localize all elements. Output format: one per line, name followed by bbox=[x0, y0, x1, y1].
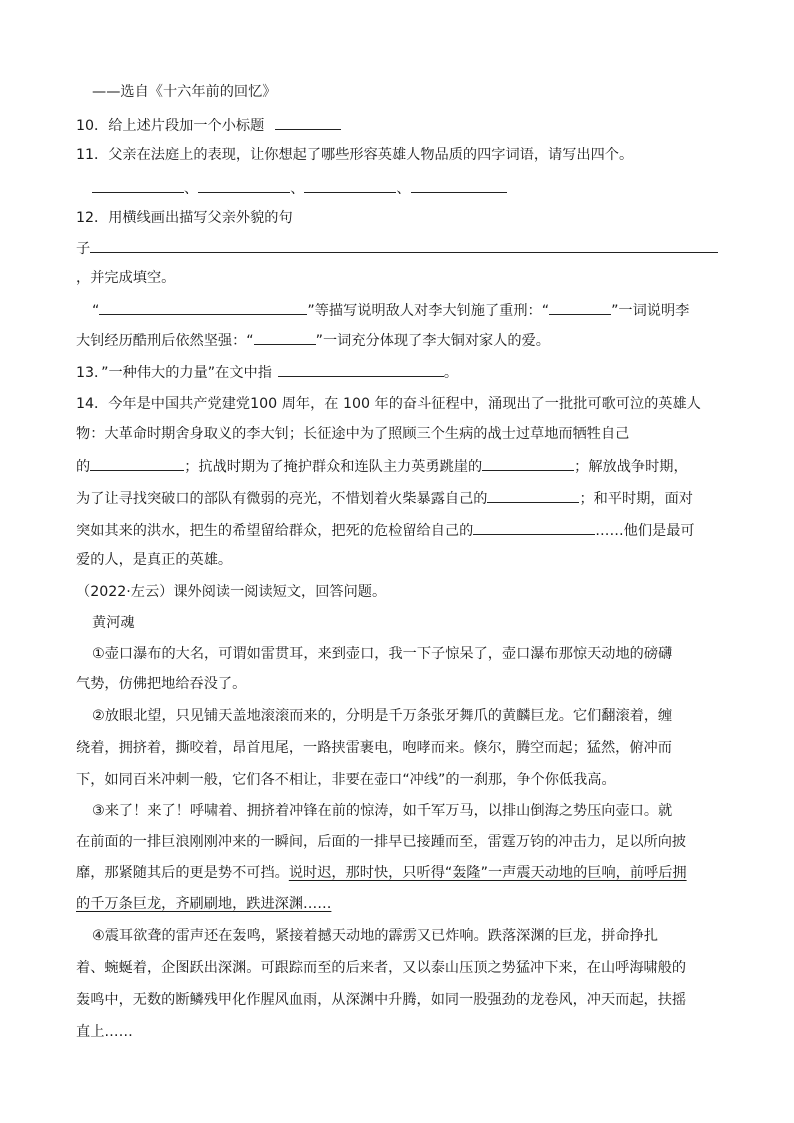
question-13 bbox=[76, 362, 458, 383]
question-11: 11．父亲在法庭上的表现，让你想起了哪些形容英雄人物品质的四字词语，请写出四个。 bbox=[76, 147, 634, 163]
answer-blank[interactable] bbox=[411, 178, 507, 193]
section-intro: （2022·左云）课外阅读一阅读短文，回答问题。 bbox=[76, 584, 387, 600]
underlined-sentence: 说时迟，那时快，只听得“轰隆”一声震天动地的巨响，前呼后拥 bbox=[288, 865, 687, 881]
answer-blank[interactable] bbox=[473, 520, 595, 535]
paragraph-4-line2: 着、蜿蜒着，企图跃出深渊。可跟踪而至的后来者，又以泰山压顶之势猛冲下来，在山呼海啸般的 bbox=[76, 960, 687, 976]
question-14-line6: 爱的人，是真正的英雄。 bbox=[76, 552, 233, 568]
paragraph-3-line1: ③来了！来了！呼啸着、拥挤着冲锋在前的惊涛，如千军万马，以排山倒海之势压向壶口。就 bbox=[92, 803, 673, 819]
paragraph-4-line3: 轰鸣中，无数的断鳞残甲化作腥风血雨，从深渊中升腾，如同一股强劲的龙卷风，冲天而起，扶摇 bbox=[76, 992, 687, 1008]
paragraph-3-line4 bbox=[76, 894, 331, 914]
question-14-line2: 物：大革命时期舍身取义的李大钊；长征途中为了照顾三个生病的战士过草地而牺牲自己 bbox=[76, 426, 630, 442]
question-14-line3 bbox=[76, 456, 688, 477]
paragraph-2-line1: ②放眼北望，只见铺天盖地滚滚而来的，分明是千万条张牙舞爪的黄麟巨龙。它们翻滚着，缠 bbox=[92, 708, 673, 724]
question-13-text: 。 bbox=[443, 365, 459, 381]
answer-blank[interactable] bbox=[549, 300, 611, 315]
answer-blank[interactable] bbox=[99, 300, 307, 315]
answer-blank[interactable] bbox=[487, 488, 579, 503]
answer-blank[interactable] bbox=[90, 456, 184, 471]
question-10-text: 10．给上述片段加一个小标题 bbox=[76, 118, 265, 134]
quote-mark: “ bbox=[92, 303, 100, 319]
paragraph-1-line2: 气势，仿佛把地给吞没了。 bbox=[76, 676, 247, 692]
paragraph-text: 靡，那紧随其后的更是势不可挡。 bbox=[76, 865, 289, 881]
question-12-text: 子 bbox=[76, 241, 91, 257]
question-12-fill-a bbox=[92, 300, 689, 321]
paragraph-3-line3 bbox=[76, 863, 687, 883]
paragraph-4-line4: 直上…… bbox=[76, 1024, 133, 1040]
question-12-line2 bbox=[76, 238, 718, 259]
source-line: ——选自《十六年前的回忆》 bbox=[92, 84, 277, 100]
answer-blank[interactable] bbox=[254, 330, 316, 345]
question-12-text: ”一词说明李 bbox=[611, 303, 690, 319]
article-title: 黄河魂 bbox=[92, 615, 135, 631]
question-11-answers bbox=[92, 178, 507, 199]
question-14-text: ；解放战争时期， bbox=[574, 459, 688, 475]
paragraph-3-line2: 在前面的一排巨浪刚刚冲来的一瞬间，后面的一排早已接踵而至，雷霆万钧的冲击力，足以所向披 bbox=[76, 834, 687, 850]
question-13-text: 13．”一种伟大的力量”在文中指 bbox=[76, 365, 272, 381]
paragraph-2-line2: 绕着，拥挤着，撕咬着，昂首甩尾，一路挟雷裹电，咆哮而来。倏尔，腾空而起；猛然，俯冲而 bbox=[76, 740, 672, 756]
answer-blank[interactable] bbox=[90, 238, 718, 253]
question-12-text: ”等描写说明敌人对李大钊施了重刑：“ bbox=[307, 303, 550, 319]
question-14-text: 的 bbox=[76, 459, 91, 475]
question-12: 12．用横线画出描写父亲外貌的句 bbox=[76, 210, 293, 226]
question-14-text: ；抗战时期为了掩护群众和连队主力英勇跳崖的 bbox=[184, 459, 483, 475]
separator: 、 bbox=[290, 181, 305, 197]
question-14-line4 bbox=[76, 488, 693, 509]
separator: 、 bbox=[396, 181, 411, 197]
question-14-text: 为了让寻找突破口的部队有微弱的亮光，不惜划着火柴暴露自己的 bbox=[76, 491, 488, 507]
question-10 bbox=[76, 115, 341, 136]
answer-blank[interactable] bbox=[92, 178, 184, 193]
paragraph-4-line1: ④震耳欲聋的雷声还在轰鸣，紧接着撼天动地的霹雳又已炸响。跌落深渊的巨龙，拼命挣扎 bbox=[92, 928, 659, 944]
answer-blank[interactable] bbox=[278, 362, 444, 377]
question-12-line3: ，并完成填空。 bbox=[76, 270, 176, 286]
underlined-sentence: 的千万条巨龙，齐刷刷地，跌进深渊…… bbox=[76, 896, 332, 912]
paragraph-2-line3: 下，如同百米冲刺一般，它们各不相让，非要在壶口“冲线”的一刹那，争个你低我高。 bbox=[76, 772, 616, 788]
question-14-line5 bbox=[76, 520, 695, 541]
question-14-text: ；和平时期，面对 bbox=[579, 491, 693, 507]
answer-blank[interactable] bbox=[482, 456, 574, 471]
answer-blank[interactable] bbox=[304, 178, 396, 193]
question-14-line1: 14．今年是中国共产党建党100 周年，在 100 年的奋斗征程中，涌现出了一批批可歌可泣的英雄人 bbox=[76, 396, 701, 412]
question-12-text: ”一词充分体现了李大铜对家人的爱。 bbox=[315, 333, 550, 349]
question-14-text: ……他们是最可 bbox=[595, 523, 695, 539]
answer-blank[interactable] bbox=[275, 115, 341, 130]
answer-blank[interactable] bbox=[198, 178, 290, 193]
question-12-fill-b bbox=[76, 330, 550, 351]
question-12-text: 大钊经历酷刑后依然坚强：“ bbox=[76, 333, 254, 349]
separator: 、 bbox=[184, 181, 199, 197]
paragraph-1-line1: ①壶口瀑布的大名，可谓如雷贯耳，来到壶口，我一下子惊呆了，壶口瀑布那惊天动地的磅礴 bbox=[92, 646, 673, 662]
question-14-text: 突如其来的洪水，把生的希望留给群众，把死的危检留给自己的 bbox=[76, 523, 474, 539]
